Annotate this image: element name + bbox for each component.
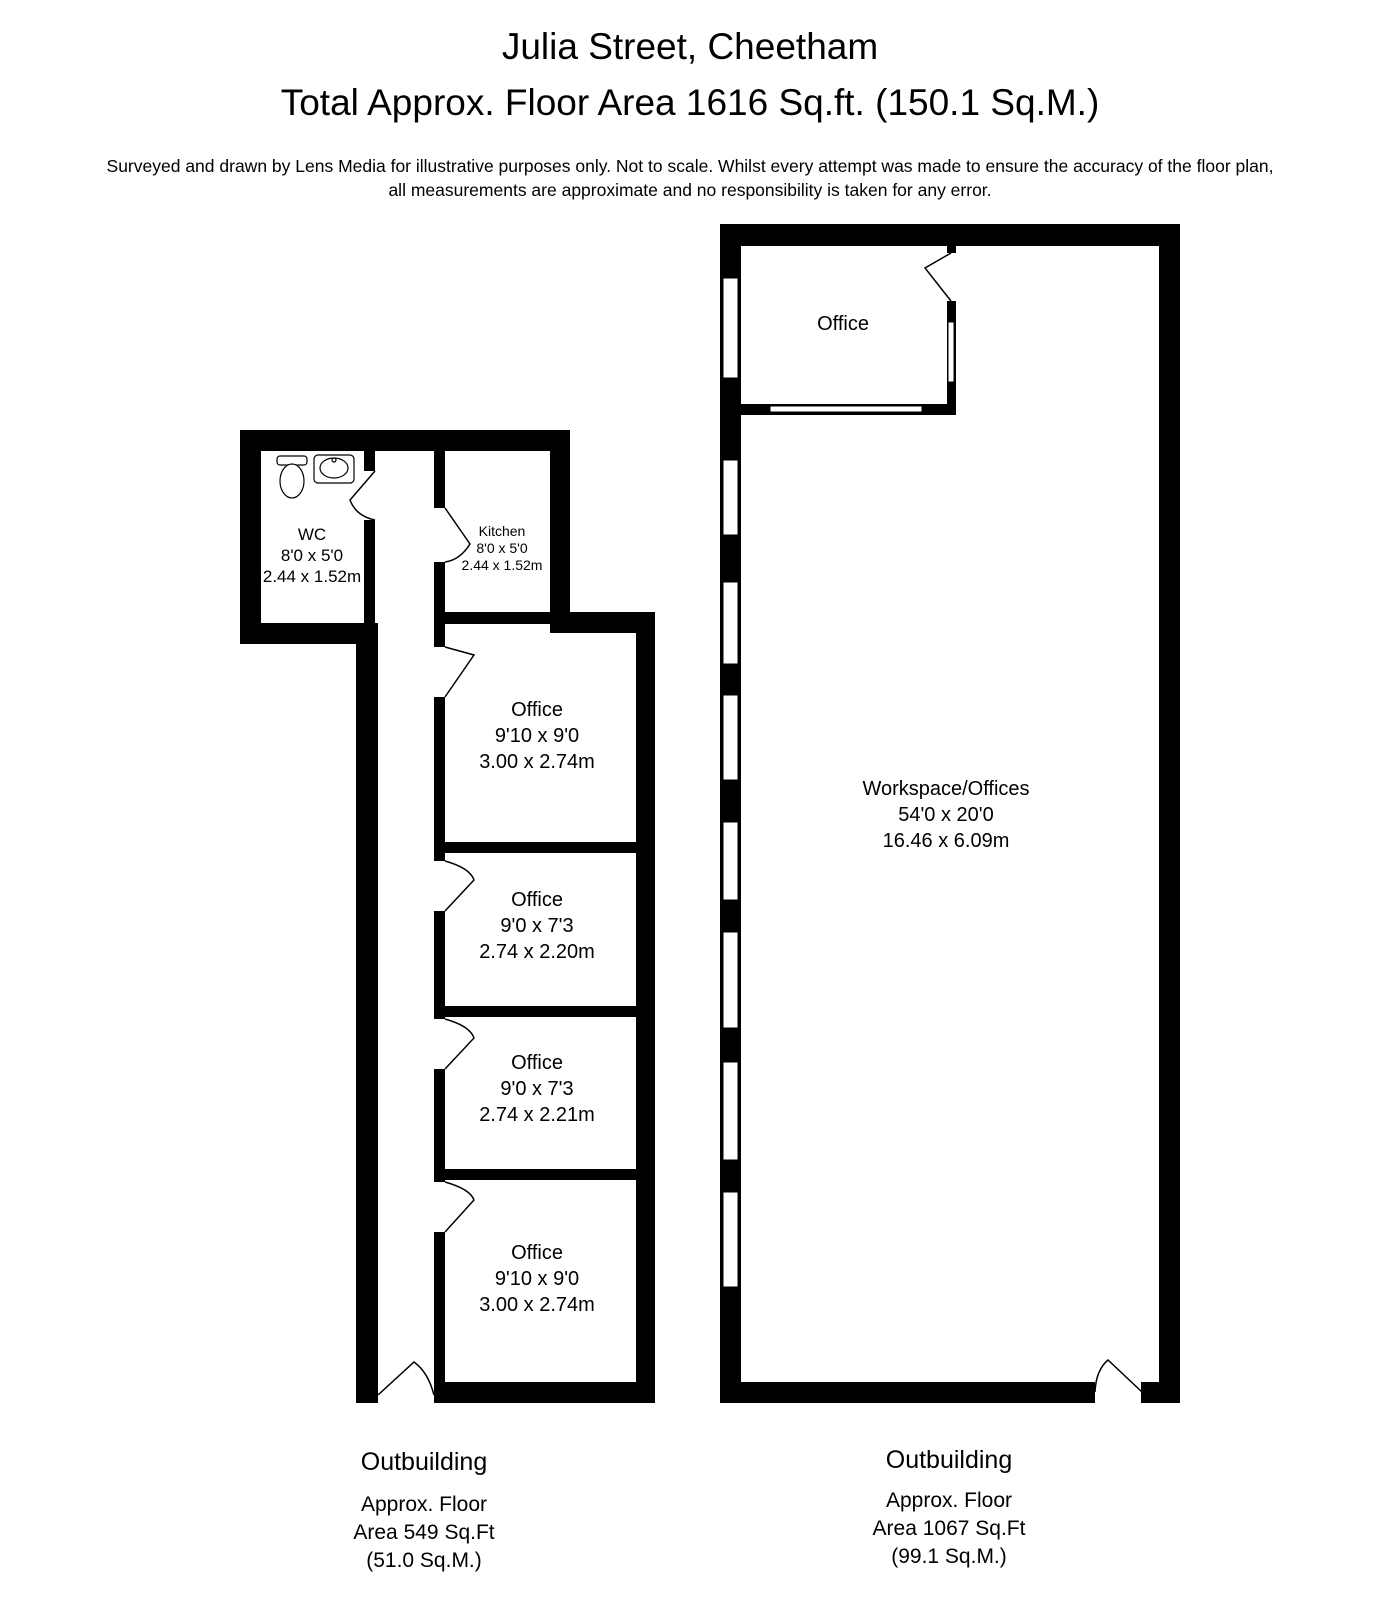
- wall: [356, 1382, 378, 1403]
- room-dim-metric: 3.00 x 2.74m: [479, 751, 595, 773]
- room-dim-imperial: 9'10 x 9'0: [494, 1268, 580, 1290]
- door-swing: [925, 253, 951, 301]
- room-name: Office: [817, 313, 869, 335]
- window: [948, 322, 954, 382]
- wall: [1142, 1382, 1159, 1403]
- wall: [434, 562, 445, 647]
- door-swing: [445, 647, 474, 697]
- disclaimer-line-2: all measurements are approximate and no responsibility is taken for any error.: [388, 180, 992, 200]
- toilet-icon: [280, 464, 304, 498]
- tap-icon: [332, 458, 336, 462]
- room-dim-imperial: 9'0 x 7'3: [500, 915, 574, 937]
- plan-title: Julia Street, Cheetham: [501, 26, 879, 67]
- right-building-caption: [873, 1446, 1026, 1571]
- door-swing: [445, 861, 474, 911]
- door-swing: [445, 1182, 474, 1232]
- room-dim-metric: 2.44 x 1.52m: [262, 567, 362, 586]
- left-building-caption: [353, 1448, 494, 1575]
- room-dim-metric: 2.44 x 1.52m: [461, 557, 543, 573]
- room-label-office-4: [479, 1240, 595, 1318]
- window: [770, 406, 922, 412]
- wall: [434, 1069, 445, 1182]
- building-name: Outbuilding: [885, 1446, 1013, 1474]
- room-dim-imperial: 9'0 x 7'3: [500, 1078, 574, 1100]
- window: [723, 822, 738, 900]
- building-area: [353, 1491, 494, 1575]
- window: [723, 1192, 738, 1287]
- room-dim-imperial: 9'10 x 9'0: [494, 725, 580, 747]
- room-name: Workspace/Offices: [862, 778, 1030, 800]
- room-label-kitchen: [462, 523, 543, 574]
- room-name: Office: [511, 699, 563, 721]
- wall: [434, 911, 445, 1019]
- room-name: Office: [511, 889, 563, 911]
- wall: [434, 1006, 644, 1017]
- wall: [434, 1169, 644, 1180]
- wall: [364, 451, 375, 471]
- wall: [720, 224, 1180, 246]
- wall: [720, 1382, 1142, 1403]
- room-name: Office: [511, 1242, 563, 1264]
- plan-total-area: Total Approx. Floor Area 1616 Sq.ft. (150.1 Sq.M.): [280, 82, 1100, 123]
- wall: [434, 842, 644, 853]
- room-name: Kitchen: [478, 523, 526, 539]
- room-label-office-3: [479, 1050, 595, 1128]
- room-name: WC: [297, 525, 327, 544]
- building-name: Outbuilding: [360, 1448, 488, 1476]
- wall: [550, 430, 570, 624]
- window: [723, 582, 738, 664]
- disclaimer-line-1: Surveyed and drawn by Lens Media for illustrative purposes only. Not to scale. Whilst every attempt was made to ensure the accuracy of the floor plan,: [106, 156, 1274, 176]
- area-line-2: Area 549 Sq.Ft: [353, 1521, 495, 1544]
- wall: [240, 430, 570, 451]
- wall: [364, 520, 375, 644]
- room-label-small-office: [817, 311, 869, 337]
- room-dim-metric: 16.46 x 6.09m: [882, 830, 1010, 852]
- door-swing: [445, 1019, 474, 1069]
- area-line-3: (99.1 Sq.M.): [891, 1545, 1007, 1568]
- room-label-workspace: [862, 776, 1029, 854]
- area-line-1: Approx. Floor: [360, 1493, 488, 1516]
- area-line-1: Approx. Floor: [885, 1489, 1013, 1512]
- room-dim-metric: 3.00 x 2.74m: [479, 1294, 595, 1316]
- room-dim-metric: 2.74 x 2.21m: [479, 1104, 595, 1126]
- wall: [434, 1232, 445, 1403]
- room-name: Office: [511, 1052, 563, 1074]
- building-area: [873, 1487, 1026, 1571]
- room-label-wc: [263, 524, 361, 587]
- area-line-3: (51.0 Sq.M.): [366, 1549, 482, 1572]
- window: [723, 460, 738, 535]
- room-dim-metric: 2.74 x 2.20m: [479, 941, 595, 963]
- window: [723, 1062, 738, 1160]
- door-swing: [378, 1362, 434, 1395]
- wall: [434, 1382, 655, 1403]
- wc-fixtures: [277, 455, 354, 498]
- room-dim-imperial: 8'0 x 5'0: [476, 540, 528, 556]
- window: [723, 278, 738, 378]
- window: [723, 695, 738, 780]
- wall: [240, 623, 358, 644]
- room-label-office-1: [479, 697, 595, 775]
- room-label-office-2: [479, 887, 595, 965]
- room-dim-imperial: 54'0 x 20'0: [898, 804, 994, 826]
- wall: [947, 246, 956, 253]
- area-line-2: Area 1067 Sq.Ft: [872, 1517, 1026, 1540]
- wall: [356, 623, 378, 1403]
- window: [723, 932, 738, 1028]
- room-dim-imperial: 8'0 x 5'0: [280, 546, 344, 565]
- wall: [1159, 224, 1180, 1403]
- wall: [434, 612, 574, 624]
- wall: [434, 451, 445, 508]
- wall: [434, 697, 445, 861]
- wall: [240, 430, 261, 644]
